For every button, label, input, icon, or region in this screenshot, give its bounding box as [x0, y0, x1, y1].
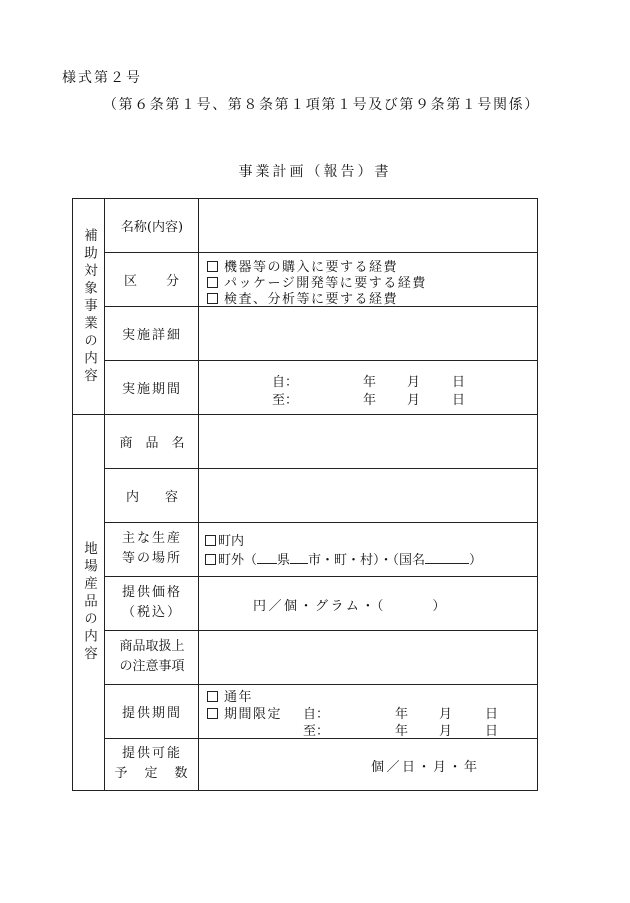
supply-period-label: 提供期間 [121, 705, 182, 721]
month-label: 月 [407, 393, 421, 408]
checkbox[interactable] [205, 554, 216, 565]
product-name-field[interactable] [199, 414, 537, 468]
period-label: 実施期間 [121, 381, 182, 397]
plan-table [72, 198, 538, 791]
in-town-option[interactable]: 町内 [205, 530, 244, 549]
content-field[interactable] [199, 468, 537, 522]
document-title: 事業計画（報告）書 [238, 164, 392, 180]
period-to-label: 至： [272, 393, 299, 408]
year-label: 年 [363, 375, 377, 390]
checkbox[interactable] [205, 535, 216, 546]
year-round-option[interactable]: 通年 [207, 686, 253, 705]
day-label: 日 [452, 393, 466, 408]
price-label: 提供価格 （税込） [121, 585, 182, 620]
price-units: 円／個・グラム・（ ） [253, 599, 448, 614]
year-label: 年 [363, 393, 377, 408]
month-label: 月 [439, 707, 453, 722]
quantity-field[interactable] [199, 738, 537, 790]
handling-notes-label: 商品取扱上 の注意事項 [119, 639, 185, 674]
city-blank[interactable] [290, 563, 308, 564]
checkbox[interactable] [207, 691, 218, 702]
category-option[interactable]: 機器等の購入に要する経費 [207, 256, 398, 275]
category-option[interactable]: パッケージ開発等に要する経費 [207, 272, 427, 291]
quantity-units: 個／日・月・年 [371, 760, 480, 775]
year-label: 年 [395, 724, 409, 739]
limited-period-option[interactable]: 期間限定 [207, 703, 282, 722]
section2-heading: 地場産品の内容 [81, 540, 97, 664]
checkbox[interactable] [207, 277, 218, 288]
price-field[interactable] [199, 576, 537, 630]
content-label: 内 容 [125, 489, 178, 505]
category-options [199, 252, 537, 306]
quantity-label: 提供可能 予 定 数 [114, 746, 190, 781]
checkbox[interactable] [207, 293, 218, 304]
prefecture-blank[interactable] [257, 563, 277, 564]
form-subtitle: （第６条第１号、第８条第１項第１号及び第９条第１号関係） [103, 97, 540, 113]
month-label: 月 [439, 724, 453, 739]
details-label: 実施詳細 [121, 327, 182, 343]
category-option[interactable]: 検査、分析等に要する経費 [207, 288, 398, 307]
day-label: 日 [485, 707, 499, 722]
name-field[interactable] [199, 199, 537, 252]
day-label: 日 [485, 724, 499, 739]
checkbox[interactable] [207, 261, 218, 272]
handling-notes-field[interactable] [199, 630, 537, 684]
checkbox[interactable] [207, 708, 218, 719]
period-field[interactable] [199, 360, 537, 414]
to-label: 至： [303, 724, 330, 739]
name-label: 名称(内容) [120, 220, 184, 235]
year-label: 年 [395, 707, 409, 722]
form-number: 様式第２号 [62, 70, 142, 86]
month-label: 月 [407, 375, 421, 390]
out-town-option[interactable]: 町外（ 県 市・町・村）・（国名 ） [205, 549, 482, 568]
section1-heading: 補助対象事業の内容 [81, 227, 97, 386]
production-place-label: 主な生産 等の場所 [121, 531, 182, 566]
details-field[interactable] [199, 306, 537, 360]
day-label: 日 [452, 375, 466, 390]
supply-period-field [199, 684, 537, 738]
country-blank[interactable] [425, 563, 469, 564]
production-place-field [199, 522, 537, 576]
category-label: 区 分 [123, 273, 180, 289]
product-name-label: 商 品 名 [119, 435, 185, 451]
from-label: 自： [303, 707, 330, 722]
period-from-label: 自： [272, 375, 299, 390]
